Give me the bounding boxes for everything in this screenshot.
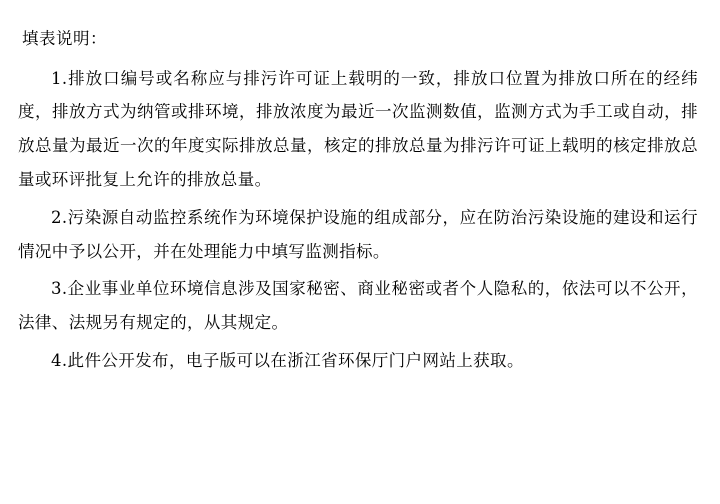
page-title: 填表说明：	[22, 29, 107, 48]
paragraph-4: 4.此件公开发布，电子版可以在浙江省环保厅门户网站上获取。	[51, 351, 524, 371]
paragraph-1: 1.排放口编号或名称应与排污许可证上载明的一致，排放口位置为排放口所在的经纬度，排放方式为纳管或排环境，排放浓度为最近一次监测数值，监测方式为手工或自动，排放总量为最近一次的年度实际排放总量，核定的排放总量为排污许可证上载明的核定排放总量或环评批复上允许的排放总量。	[18, 68, 698, 189]
paragraph-2: 2.污染源自动监控系统作为环境保护设施的组成部分，应在防治污染设施的建设和运行情况中予以公开，并在处理能力中填写监测指标。	[18, 207, 698, 261]
paragraph-3: 3.企业事业单位环境信息涉及国家秘密、商业秘密或者个人隐私的，依法可以不公开，法律、法规另有规定的，从其规定。	[18, 279, 698, 333]
